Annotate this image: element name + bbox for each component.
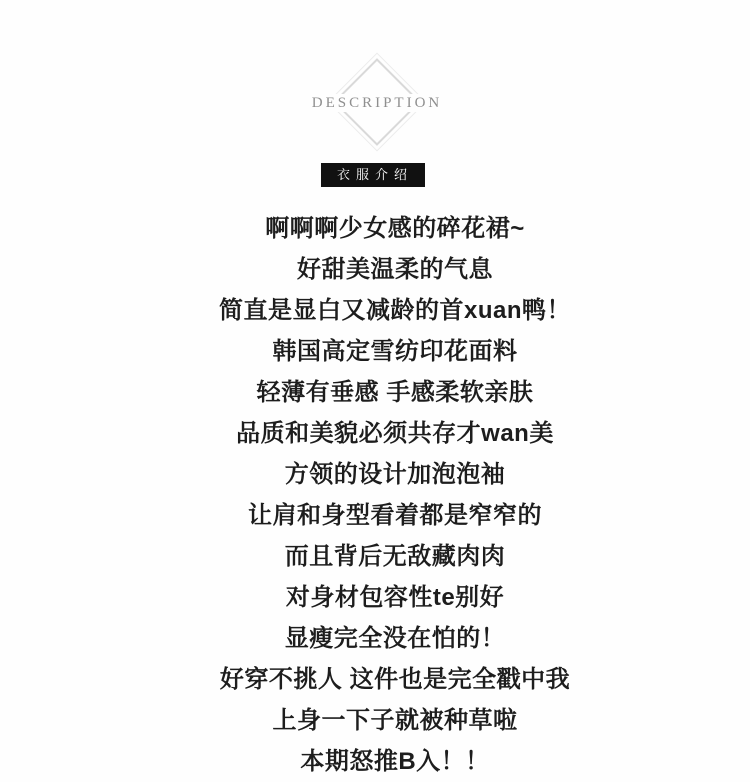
description-line: 让肩和身型看着都是窄窄的 [248, 502, 542, 529]
description-line: 啊啊啊少女感的碎花裙~ [265, 215, 525, 242]
description-line: 简直是显白又减龄的首xuan鸭！ [218, 297, 571, 324]
description-line: 而且背后无敌藏肉肉 [284, 543, 506, 570]
description-line: 轻薄有垂感 手感柔软亲肤 [256, 379, 534, 406]
description-line: 对身材包容性te别好 [285, 584, 505, 611]
description-line: 方领的设计加泡泡袖 [284, 461, 506, 488]
description-heading: DESCRIPTION [305, 94, 450, 112]
description-line: 本期怒推B入！！ [300, 748, 490, 775]
description-line: 上身一下子就被种草啦 [272, 707, 518, 734]
description-line: 品质和美貌必须共存才wan美 [236, 420, 554, 447]
description-line: 好甜美温柔的气息 [297, 256, 493, 283]
description-text-block [0, 208, 750, 782]
description-line: 好穿不挑人 这件也是完全戳中我 [219, 666, 571, 693]
description-line: 韩国高定雪纺印花面料 [272, 338, 518, 365]
clothing-intro-tag: 衣服介绍 [321, 163, 425, 187]
description-line: 显瘦完全没在怕的！ [284, 625, 506, 652]
